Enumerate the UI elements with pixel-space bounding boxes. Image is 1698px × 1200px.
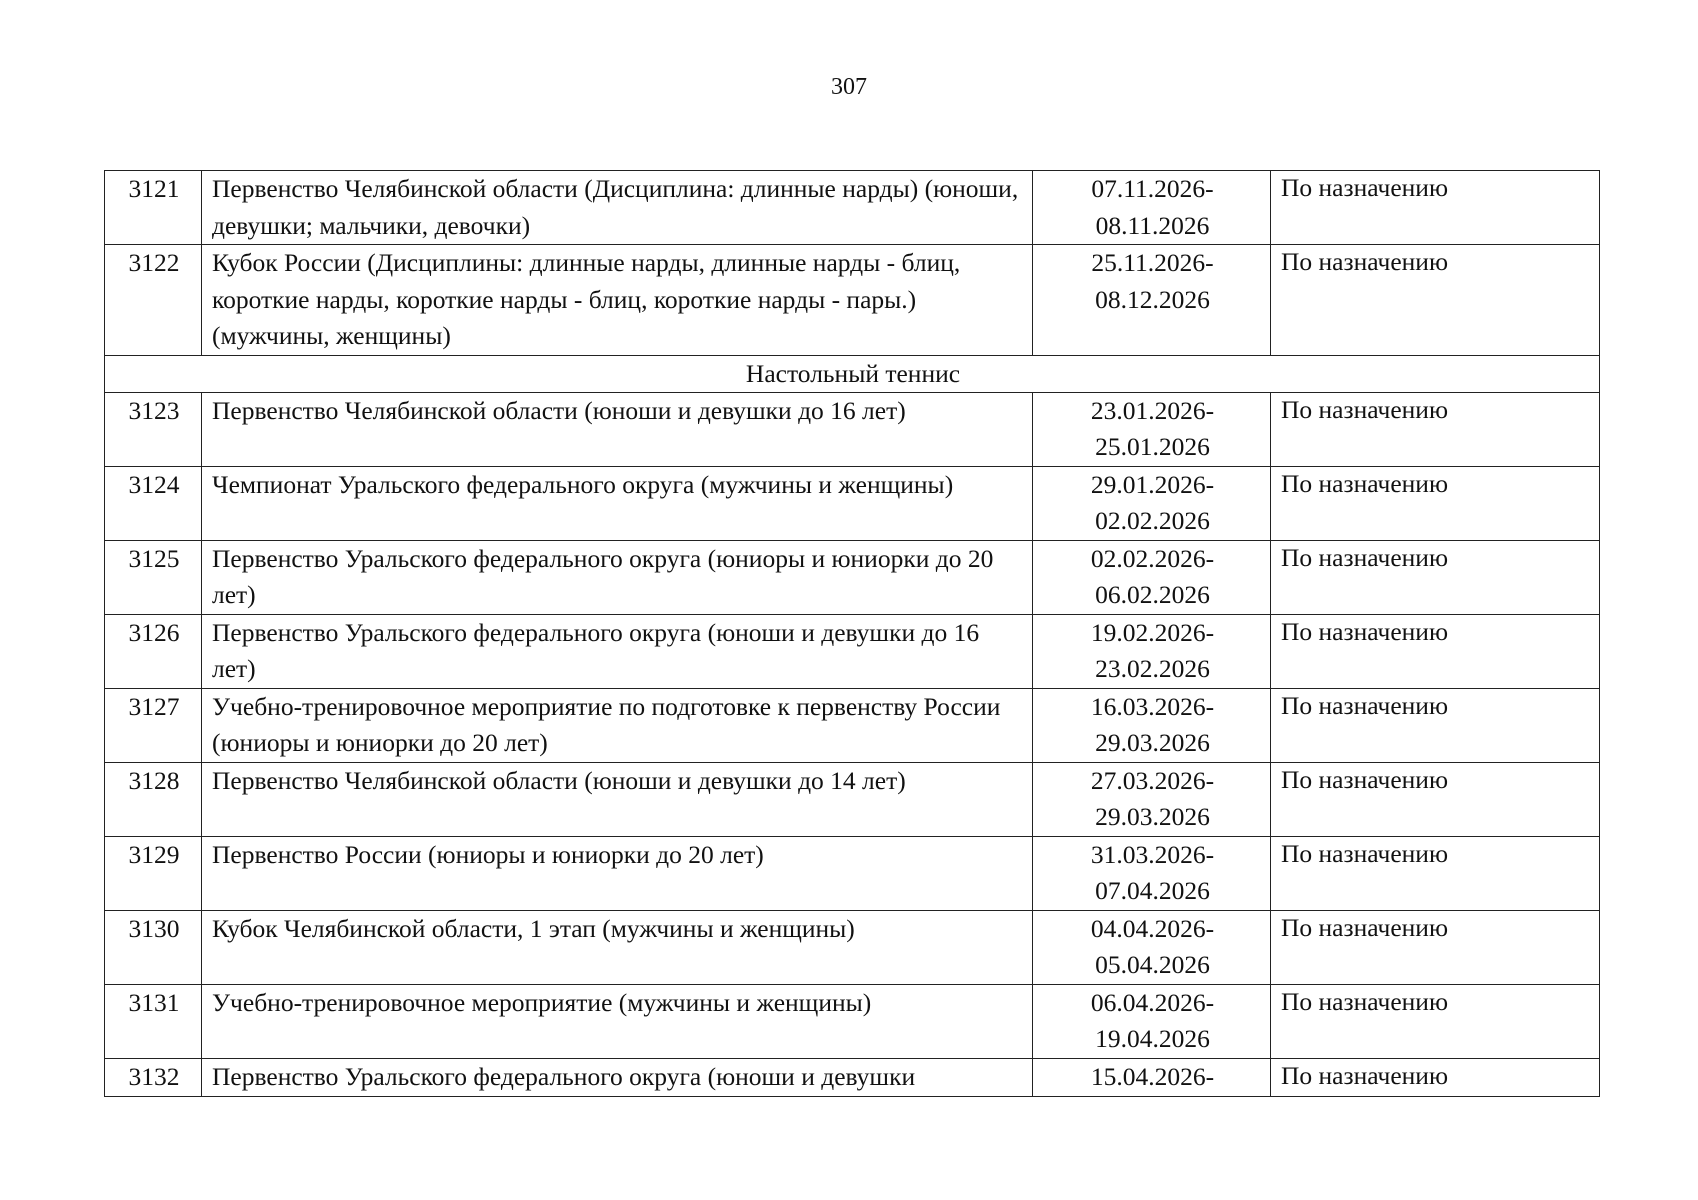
event-dates (1033, 245, 1271, 356)
event-number: 3131 (105, 984, 202, 1058)
table-row (105, 984, 1600, 1058)
event-title: Учебно-тренировочное мероприятие по подготовке к первенству России (юниоры и юниорки до 20 лет) (202, 688, 1033, 762)
date-end: 23.02.2026 (1095, 654, 1210, 683)
date-start: 27.03.2026- (1090, 765, 1215, 795)
event-number: 3122 (105, 245, 202, 356)
date-start: 31.03.2026- (1090, 839, 1215, 869)
table-row (105, 910, 1600, 984)
table-row (105, 762, 1600, 836)
table-row (105, 1058, 1600, 1096)
event-place: По назначению (1271, 688, 1600, 762)
event-title: Первенство Уральского федерального округа (юноши и девушки (202, 1058, 1033, 1096)
event-place: По назначению (1271, 1058, 1600, 1096)
event-dates (1033, 392, 1271, 466)
table-row (105, 466, 1600, 540)
event-place: По назначению (1271, 614, 1600, 688)
event-place: По назначению (1271, 984, 1600, 1058)
event-dates (1033, 466, 1271, 540)
date-end: 05.04.2026 (1095, 950, 1210, 979)
event-title: Первенство Челябинской области (юноши и девушки до 14 лет) (202, 762, 1033, 836)
event-place: По назначению (1271, 762, 1600, 836)
event-dates (1033, 688, 1271, 762)
section-title: Настольный теннис (105, 355, 1600, 392)
date-end: 02.02.2026 (1095, 506, 1210, 535)
date-start: 19.02.2026- (1090, 617, 1215, 647)
event-title: Кубок Челябинской области, 1 этап (мужчины и женщины) (202, 910, 1033, 984)
event-title: Первенство Уральского федерального округа (юниоры и юниорки до 20 лет) (202, 540, 1033, 614)
event-number: 3126 (105, 614, 202, 688)
event-title: Первенство Челябинской области (юноши и девушки до 16 лет) (202, 392, 1033, 466)
date-start: 02.02.2026- (1090, 543, 1215, 573)
event-number: 3132 (105, 1058, 202, 1096)
section-row (105, 355, 1600, 392)
date-end: 29.03.2026 (1095, 728, 1210, 757)
event-dates (1033, 836, 1271, 910)
event-place: По назначению (1271, 171, 1600, 245)
event-place: По назначению (1271, 466, 1600, 540)
date-end: 29.03.2026 (1095, 802, 1210, 831)
date-start: 25.11.2026- (1091, 248, 1214, 277)
date-end: 08.12.2026 (1095, 284, 1210, 314)
event-number: 3123 (105, 392, 202, 466)
event-title: Учебно-тренировочное мероприятие (мужчины и женщины) (202, 984, 1033, 1058)
date-end: 19.04.2026 (1095, 1024, 1210, 1053)
date-start: 15.04.2026- (1090, 1061, 1215, 1091)
date-start: 23.01.2026- (1090, 395, 1215, 425)
event-dates (1033, 1058, 1271, 1096)
event-place: По назначению (1271, 392, 1600, 466)
table-row (105, 836, 1600, 910)
event-title: Первенство Челябинской области (Дисциплина: длинные нарды) (юноши, девушки; мальчики, девочки) (202, 171, 1033, 245)
event-dates (1033, 762, 1271, 836)
event-place: По назначению (1271, 836, 1600, 910)
event-number: 3121 (105, 171, 202, 245)
event-dates (1033, 910, 1271, 984)
event-number: 3129 (105, 836, 202, 910)
event-number: 3127 (105, 688, 202, 762)
date-start: 16.03.2026- (1090, 691, 1215, 721)
event-number: 3128 (105, 762, 202, 836)
event-number: 3124 (105, 466, 202, 540)
date-end: 07.04.2026 (1095, 876, 1210, 905)
event-title: Первенство Уральского федерального округа (юноши и девушки до 16 лет) (202, 614, 1033, 688)
event-place: По назначению (1271, 245, 1600, 356)
date-end: 08.11.2026 (1095, 210, 1210, 240)
table-row (105, 540, 1600, 614)
event-dates (1033, 984, 1271, 1058)
table-row (105, 245, 1600, 356)
event-number: 3125 (105, 540, 202, 614)
table-row (105, 171, 1600, 245)
events-table (104, 170, 1600, 1097)
table-row (105, 614, 1600, 688)
event-title: Чемпионат Уральского федерального округа (мужчины и женщины) (202, 466, 1033, 540)
table-row (105, 392, 1600, 466)
event-place: По назначению (1271, 540, 1600, 614)
date-start: 29.01.2026- (1090, 469, 1215, 499)
event-number: 3130 (105, 910, 202, 984)
event-dates (1033, 171, 1271, 245)
date-end: 25.01.2026 (1095, 432, 1210, 461)
event-dates (1033, 614, 1271, 688)
date-end: 06.02.2026 (1095, 580, 1210, 609)
date-start: 04.04.2026- (1090, 913, 1215, 943)
table-row (105, 688, 1600, 762)
page-number: 307 (831, 74, 867, 100)
date-start: 07.11.2026- (1091, 174, 1214, 203)
event-title: Первенство России (юниоры и юниорки до 20 лет) (202, 836, 1033, 910)
event-place: По назначению (1271, 910, 1600, 984)
date-start: 06.04.2026- (1090, 987, 1215, 1017)
event-title: Кубок России (Дисциплины: длинные нарды, длинные нарды - блиц, короткие нарды, короткие нарды - блиц, короткие нарды - пары.) (мужчины, женщины) (202, 245, 1033, 356)
event-dates (1033, 540, 1271, 614)
